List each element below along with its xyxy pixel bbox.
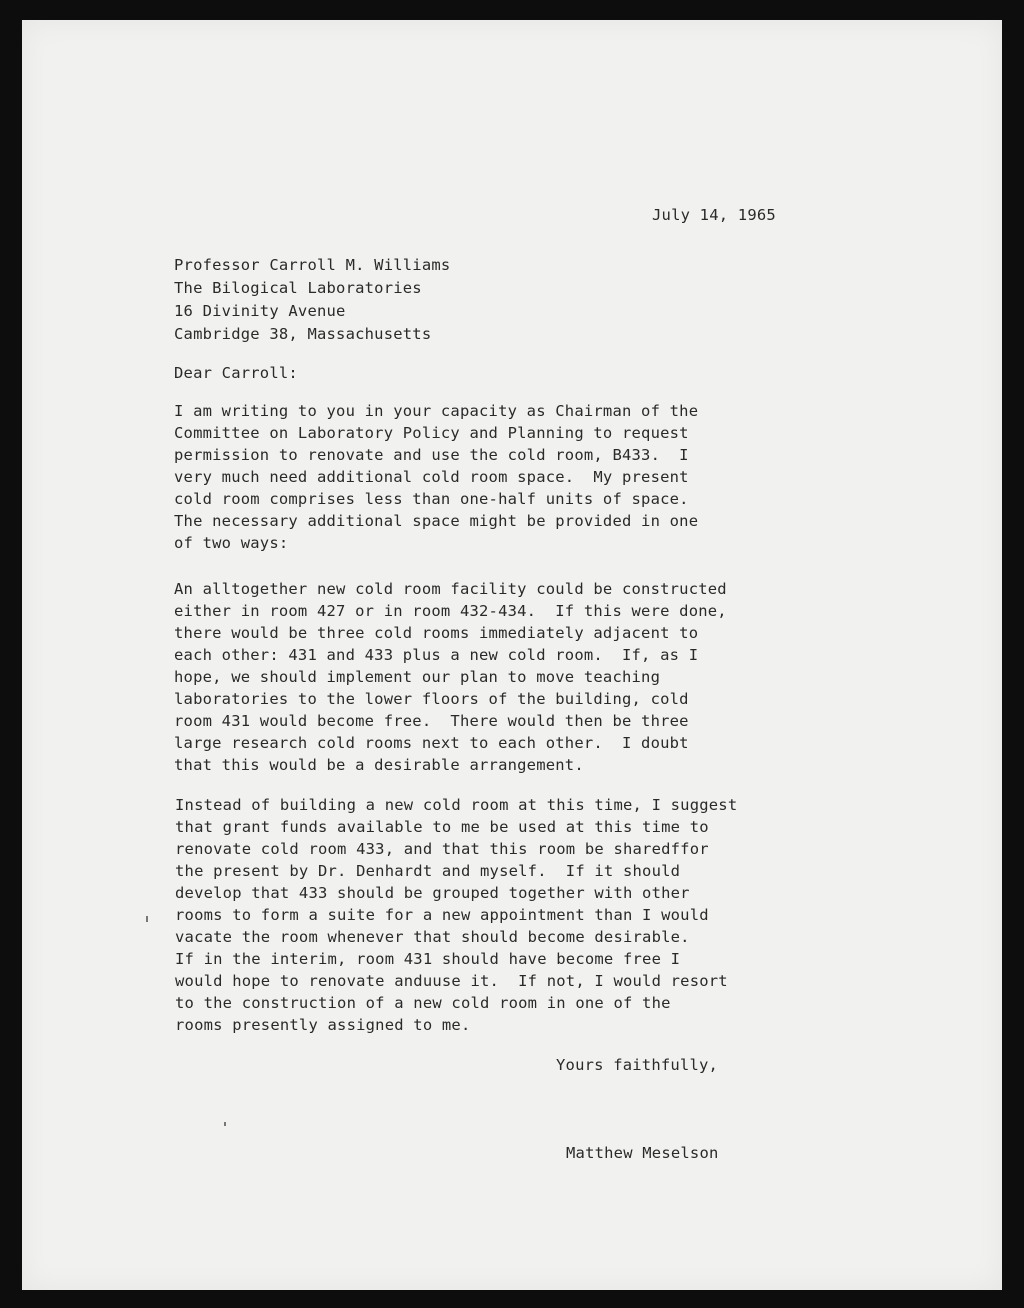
text-line: cold room comprises less than one-half units of space. bbox=[174, 490, 689, 508]
text-line: there would be three cold rooms immediately adjacent to bbox=[174, 624, 699, 642]
text-line: large research cold rooms next to each other. I doubt bbox=[174, 734, 689, 752]
signature-name: Matthew Meselson bbox=[566, 1144, 719, 1162]
recipient-city: Cambridge 38, Massachusetts bbox=[174, 325, 432, 343]
recipient-street: 16 Divinity Avenue bbox=[174, 302, 346, 320]
paragraph-3 bbox=[175, 794, 737, 1036]
text-line: the present by Dr. Denhardt and myself. If it should bbox=[175, 862, 681, 880]
recipient-address bbox=[174, 254, 450, 346]
text-line: very much need additional cold room space. My present bbox=[174, 468, 689, 486]
text-line: hope, we should implement our plan to move teaching bbox=[174, 668, 661, 686]
text-line: If in the interim, room 431 should have become free I bbox=[175, 950, 681, 968]
letter-body bbox=[22, 20, 1002, 1290]
text-line: permission to renovate and use the cold room, B433. I bbox=[174, 446, 689, 464]
paragraph-2 bbox=[174, 578, 727, 776]
complimentary-close: Yours faithfully, bbox=[556, 1056, 719, 1074]
letter-date: July 14, 1965 bbox=[652, 206, 776, 224]
recipient-institution: The Bilogical Laboratories bbox=[174, 279, 422, 297]
text-line: to the construction of a new cold room in one of the bbox=[175, 994, 671, 1012]
text-line: The necessary additional space might be provided in one bbox=[174, 512, 699, 530]
text-line: Committee on Laboratory Policy and Planning to request bbox=[174, 424, 689, 442]
recipient-name: Professor Carroll M. Williams bbox=[174, 256, 451, 274]
text-line: each other: 431 and 433 plus a new cold room. If, as I bbox=[174, 646, 699, 664]
text-line: An alltogether new cold room facility could be constructed bbox=[174, 580, 727, 598]
text-line: vacate the room whenever that should become desirable. bbox=[175, 928, 690, 946]
paper-speck bbox=[146, 916, 148, 922]
text-line: room 431 would become free. There would then be three bbox=[174, 712, 689, 730]
paper-speck bbox=[224, 1122, 226, 1126]
text-line: I am writing to you in your capacity as Chairman of the bbox=[174, 402, 699, 420]
text-line: would hope to renovate anduuse it. If not, I would resort bbox=[175, 972, 728, 990]
text-line: either in room 427 or in room 432-434. If this were done, bbox=[174, 602, 727, 620]
text-line: rooms presently assigned to me. bbox=[175, 1016, 471, 1034]
text-line: Instead of building a new cold room at this time, I suggest bbox=[175, 796, 738, 814]
paragraph-1 bbox=[174, 400, 698, 554]
text-line: laboratories to the lower floors of the building, cold bbox=[174, 690, 689, 708]
text-line: renovate cold room 433, and that this room be sharedffor bbox=[175, 840, 709, 858]
letter-page bbox=[22, 20, 1002, 1290]
text-line: of two ways: bbox=[174, 534, 289, 552]
text-line: rooms to form a suite for a new appointment than I would bbox=[175, 906, 709, 924]
text-line: develop that 433 should be grouped together with other bbox=[175, 884, 690, 902]
text-line: that this would be a desirable arrangement. bbox=[174, 756, 584, 774]
text-line: that grant funds available to me be used at this time to bbox=[175, 818, 709, 836]
salutation: Dear Carroll: bbox=[174, 364, 298, 382]
